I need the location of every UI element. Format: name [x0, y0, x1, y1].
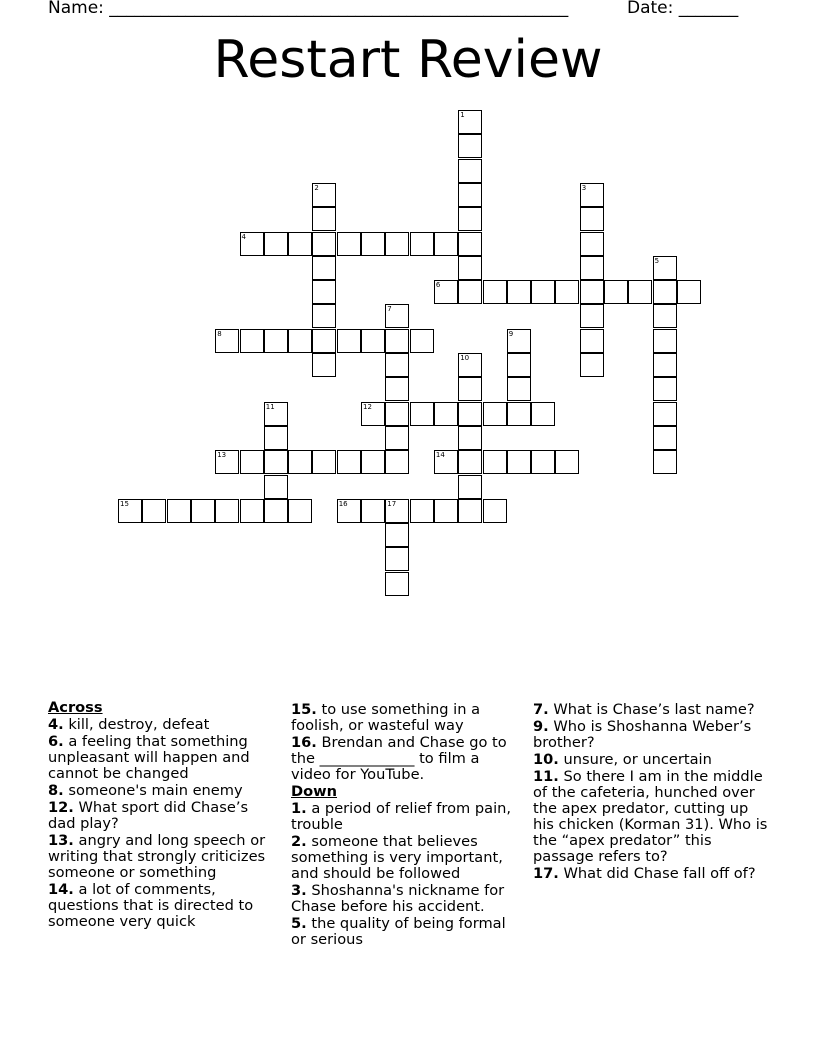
- clue-text: unsure, or uncertain: [563, 751, 712, 768]
- clue-text: someone that believes something is very important, and should be followed: [291, 833, 503, 882]
- grid-cell[interactable]: [507, 329, 531, 353]
- grid-cell[interactable]: [264, 329, 288, 353]
- grid-cell[interactable]: [385, 304, 409, 328]
- clue-number: 1: [460, 111, 465, 119]
- grid-cell[interactable]: [312, 207, 336, 231]
- down-clue: [533, 752, 773, 768]
- grid-cell[interactable]: [580, 304, 604, 328]
- clue-number: 6: [435, 281, 441, 290]
- across-clue: [48, 783, 280, 799]
- grid-cell[interactable]: [410, 329, 434, 353]
- grid-cell[interactable]: [555, 280, 579, 304]
- grid-cell[interactable]: [337, 450, 361, 474]
- grid-cell[interactable]: [288, 499, 312, 523]
- clue-label: 15.: [291, 701, 317, 718]
- grid-cell[interactable]: [118, 499, 142, 523]
- grid-cell[interactable]: [337, 499, 361, 523]
- puzzle-title: Restart Review: [213, 30, 603, 90]
- grid-cell[interactable]: [458, 183, 482, 207]
- clues-column-3: [533, 702, 773, 883]
- clue-number: 12: [363, 402, 372, 411]
- date-blank: _______: [678, 0, 739, 18]
- grid-cell[interactable]: [458, 402, 482, 426]
- clue-number: 8: [217, 329, 222, 338]
- clue-text: a lot of comments, questions that is directed to someone very quick: [48, 881, 254, 930]
- clue-number: 14: [435, 451, 445, 460]
- clue-label: 1.: [291, 800, 307, 817]
- grid-cell[interactable]: [385, 547, 409, 571]
- grid-cell[interactable]: [483, 280, 507, 304]
- grid-cell[interactable]: [434, 232, 458, 256]
- grid-cell[interactable]: [385, 450, 409, 474]
- grid-cell[interactable]: [483, 499, 507, 523]
- down-heading: Down: [291, 783, 338, 800]
- grid-cell[interactable]: [410, 232, 434, 256]
- across-clue: [48, 882, 280, 930]
- grid-cell[interactable]: [604, 280, 628, 304]
- grid-cell[interactable]: [531, 402, 555, 426]
- clue-number: 5: [654, 256, 660, 265]
- clue-label: 4.: [48, 716, 64, 733]
- grid-cell[interactable]: [555, 450, 579, 474]
- grid-cell[interactable]: [312, 232, 336, 256]
- grid-cell[interactable]: [385, 426, 409, 450]
- grid-cell[interactable]: [580, 353, 604, 377]
- grid-cell[interactable]: [361, 329, 385, 353]
- clue-label: 5.: [291, 915, 307, 932]
- grid-cell[interactable]: [531, 280, 555, 304]
- clue-label: 9.: [533, 718, 549, 735]
- grid-cell[interactable]: [288, 450, 312, 474]
- grid-cell[interactable]: [191, 499, 215, 523]
- grid-cell[interactable]: [653, 329, 677, 353]
- grid-cell[interactable]: [628, 280, 652, 304]
- grid-cell[interactable]: [434, 450, 458, 474]
- across-clue: [48, 800, 280, 832]
- clue-text: Shoshanna's nickname for Chase before his accident.: [291, 882, 505, 915]
- grid-cell[interactable]: [288, 329, 312, 353]
- grid-cell[interactable]: [458, 450, 482, 474]
- grid-cell[interactable]: [337, 232, 361, 256]
- grid-cell[interactable]: [458, 426, 482, 450]
- down-clue: [291, 883, 521, 915]
- grid-cell[interactable]: [458, 207, 482, 231]
- grid-cell[interactable]: [264, 475, 288, 499]
- grid-cell[interactable]: [264, 402, 288, 426]
- clues-column-2: [291, 702, 521, 949]
- grid-cell[interactable]: [507, 402, 531, 426]
- grid-cell[interactable]: [385, 377, 409, 401]
- down-clue: [533, 866, 773, 882]
- clue-number: 15: [120, 499, 129, 508]
- clues-column-1: [48, 700, 280, 931]
- grid-cell[interactable]: [653, 450, 677, 474]
- grid-cell[interactable]: [312, 329, 336, 353]
- grid-cell[interactable]: [215, 450, 239, 474]
- date-label: Date:: [627, 0, 674, 18]
- grid-cell[interactable]: [264, 232, 288, 256]
- grid-cell[interactable]: [434, 402, 458, 426]
- grid-cell[interactable]: [264, 450, 288, 474]
- grid-cell[interactable]: [458, 499, 482, 523]
- clue-label: 12.: [48, 799, 74, 816]
- grid-cell[interactable]: [385, 353, 409, 377]
- grid-cell[interactable]: [312, 353, 336, 377]
- down-clue: [291, 801, 521, 833]
- grid-cell[interactable]: [240, 232, 264, 256]
- grid-cell[interactable]: [580, 280, 604, 304]
- clue-text: the quality of being formal or serious: [291, 915, 506, 948]
- grid-cell[interactable]: [653, 304, 677, 328]
- down-clue: [533, 702, 773, 718]
- clue-label: 16.: [291, 734, 317, 751]
- grid-cell[interactable]: [653, 256, 677, 280]
- clue-label: 11.: [533, 768, 559, 785]
- down-clue: [533, 769, 773, 865]
- grid-cell[interactable]: [458, 159, 482, 183]
- grid-cell[interactable]: [240, 450, 264, 474]
- clue-label: 2.: [291, 833, 307, 850]
- clue-number: 11: [265, 402, 275, 411]
- grid-cell[interactable]: [531, 450, 555, 474]
- grid-cell[interactable]: [653, 280, 677, 304]
- down-clue: [291, 916, 521, 948]
- grid-cell[interactable]: [580, 232, 604, 256]
- grid-cell[interactable]: [312, 256, 336, 280]
- clue-text: Who is Shoshanna Weber’s brother?: [533, 718, 752, 751]
- clue-number: 17: [387, 499, 397, 508]
- grid-cell[interactable]: [288, 232, 312, 256]
- clue-text: kill, destroy, defeat: [68, 716, 210, 733]
- grid-cell[interactable]: [385, 402, 409, 426]
- clue-number: 16: [338, 499, 348, 508]
- clue-number: 10: [460, 354, 470, 362]
- grid-cell[interactable]: [458, 134, 482, 158]
- grid-cell[interactable]: [361, 402, 385, 426]
- grid-cell[interactable]: [580, 207, 604, 231]
- grid-cell[interactable]: [507, 353, 531, 377]
- grid-cell[interactable]: [653, 377, 677, 401]
- grid-cell[interactable]: [458, 110, 482, 134]
- grid-cell[interactable]: [361, 499, 385, 523]
- clue-label: 17.: [533, 865, 559, 882]
- clue-text: a period of relief from pain, trouble: [291, 800, 512, 833]
- across-clue: [291, 702, 521, 734]
- grid-cell[interactable]: [312, 450, 336, 474]
- clue-text: someone's main enemy: [68, 782, 243, 799]
- grid-cell[interactable]: [142, 499, 166, 523]
- grid-cell[interactable]: [240, 329, 264, 353]
- name-label: Name:: [48, 0, 104, 18]
- clue-number: 3: [581, 183, 587, 192]
- grid-cell[interactable]: [264, 426, 288, 450]
- grid-cell[interactable]: [434, 280, 458, 304]
- clue-number: 9: [508, 329, 514, 338]
- clue-number: 4: [241, 232, 246, 241]
- grid-cell[interactable]: [458, 475, 482, 499]
- grid-cell[interactable]: [580, 256, 604, 280]
- clue-text: to use something in a foolish, or wasteful way: [291, 701, 481, 734]
- grid-cell[interactable]: [458, 232, 482, 256]
- across-heading: Across: [48, 699, 103, 716]
- across-clue: [291, 735, 521, 783]
- grid-cell[interactable]: [385, 523, 409, 547]
- clue-label: 7.: [533, 701, 549, 718]
- grid-cell[interactable]: [507, 450, 531, 474]
- clue-label: 3.: [291, 882, 307, 899]
- across-clue: [48, 734, 280, 782]
- clue-text: What did Chase fall off of?: [563, 865, 756, 882]
- grid-cell[interactable]: [312, 280, 336, 304]
- grid-cell[interactable]: [580, 183, 604, 207]
- grid-cell[interactable]: [385, 329, 409, 353]
- grid-cell[interactable]: [483, 450, 507, 474]
- across-clue: [48, 717, 280, 733]
- grid-cell[interactable]: [653, 426, 677, 450]
- clue-number: 7: [387, 305, 392, 314]
- grid-cell[interactable]: [410, 499, 434, 523]
- across-clue: [48, 833, 280, 881]
- grid-cell[interactable]: [434, 499, 458, 523]
- grid-cell[interactable]: [385, 499, 409, 523]
- grid-cell[interactable]: [458, 377, 482, 401]
- clue-label: 10.: [533, 751, 559, 768]
- grid-cell[interactable]: [215, 329, 239, 353]
- grid-cell[interactable]: [653, 353, 677, 377]
- clue-label: 13.: [48, 832, 74, 849]
- grid-cell[interactable]: [653, 402, 677, 426]
- clue-text: What is Chase’s last name?: [553, 701, 755, 718]
- clue-label: 6.: [48, 733, 64, 750]
- clue-label: 8.: [48, 782, 64, 799]
- grid-cell[interactable]: [458, 353, 482, 377]
- grid-cell[interactable]: [361, 232, 385, 256]
- grid-cell[interactable]: [215, 499, 239, 523]
- grid-cell[interactable]: [458, 280, 482, 304]
- grid-cell[interactable]: [385, 572, 409, 596]
- grid-cell[interactable]: [240, 499, 264, 523]
- clue-number: 13: [217, 451, 227, 460]
- grid-cell[interactable]: [385, 232, 409, 256]
- clue-text: a feeling that something unpleasant will happen and cannot be changed: [48, 733, 250, 782]
- grid-cell[interactable]: [337, 329, 361, 353]
- clue-number: 2: [314, 183, 319, 192]
- grid-cell[interactable]: [677, 280, 701, 304]
- grid-cell[interactable]: [483, 402, 507, 426]
- grid-cell[interactable]: [312, 304, 336, 328]
- grid-cell[interactable]: [312, 183, 336, 207]
- clue-text: What sport did Chase’s dad play?: [48, 799, 249, 832]
- grid-cell[interactable]: [264, 499, 288, 523]
- grid-cell[interactable]: [507, 377, 531, 401]
- clue-text: angry and long speech or writing that strongly criticizes someone or something: [48, 832, 266, 881]
- down-clue: [291, 834, 521, 882]
- clue-label: 14.: [48, 881, 74, 898]
- grid-cell[interactable]: [410, 402, 434, 426]
- grid-cell[interactable]: [580, 329, 604, 353]
- name-blank: ______________________________________________________: [109, 0, 569, 18]
- down-clue: [533, 719, 773, 751]
- clue-text: Brendan and Chase go to the _____________ to film a video for YouTube.: [291, 734, 507, 783]
- grid-cell[interactable]: [167, 499, 191, 523]
- grid-cell[interactable]: [458, 256, 482, 280]
- grid-cell[interactable]: [507, 280, 531, 304]
- clue-text: So there I am in the middle of the cafeteria, hunched over the apex predator, cutting up his chicken (Korman 31). Who is the “apex predator” this passage refers to?: [533, 768, 768, 865]
- grid-cell[interactable]: [361, 450, 385, 474]
